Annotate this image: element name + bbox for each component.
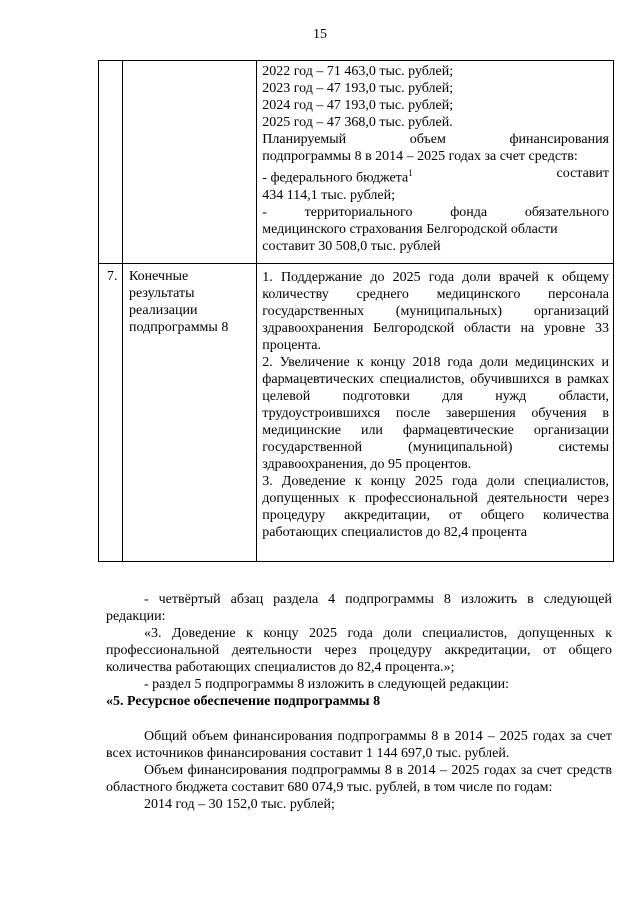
footnote-mark: 1 bbox=[408, 168, 413, 178]
financing-line-2024: 2024 год – 47 193,0 тыс. рублей; bbox=[262, 98, 454, 113]
table-row bbox=[99, 263, 614, 561]
row-name-cell bbox=[123, 61, 257, 264]
body-paragraph: Общий объем финансирования подпрограммы 8 в 2014 – 2025 годах за счет всех источников финансирования составит 1 144 697,0 тыс. рублей. bbox=[106, 729, 612, 761]
results-content-cell bbox=[257, 263, 614, 561]
federal-budget-amount: 434 114,1 тыс. рублей; bbox=[262, 187, 395, 203]
quoted-paragraph: «3. Доведение к концу 2025 года доли специалистов, допущенных к профессиональной деятельности через процедуру аккредитации, от общего количества работающих специалистов до 82,4 процента.»; bbox=[106, 626, 612, 675]
planned-financing-line-2: подпрограммы 8 в 2014 – 2025 годах за счет средств: bbox=[262, 149, 578, 164]
financing-line-2023: 2023 год – 47 193,0 тыс. рублей; bbox=[262, 81, 454, 96]
financing-line-2022: 2022 год – 71 463,0 тыс. рублей; bbox=[262, 64, 454, 79]
document-body bbox=[106, 591, 612, 813]
section-heading: «5. Ресурсное обеспечение подпрограммы 8 bbox=[106, 694, 381, 709]
row-name-line: реализации bbox=[129, 302, 198, 318]
instruction-paragraph: - четвёртый абзац раздела 4 подпрограммы 8 изложить в следующей редакции: bbox=[106, 592, 612, 624]
row-name-line: результаты bbox=[129, 285, 195, 301]
body-paragraph: 2014 год – 30 152,0 тыс. рублей; bbox=[144, 797, 335, 812]
instruction-paragraph: - раздел 5 подпрограммы 8 изложить в следующей редакции: bbox=[144, 677, 510, 692]
row-name-line: подпрограммы 8 bbox=[129, 319, 229, 335]
federal-budget-line bbox=[262, 165, 609, 187]
oms-fund-amount: составит 30 508,0 тыс. рублей bbox=[262, 238, 441, 254]
table-row bbox=[99, 61, 614, 264]
financing-line-2025: 2025 год – 47 368,0 тыс. рублей. bbox=[262, 115, 453, 130]
result-item-1: 1. Поддержание до 2025 года доли врачей к общему количеству среднего медицинского персонала государственных (муниципальных) организаций здравоохранения Белгородской области на уровне 33 процента. bbox=[262, 269, 609, 353]
row-name-cell bbox=[123, 263, 257, 561]
row-number-cell bbox=[99, 61, 123, 264]
result-item-2: 2. Увеличение к концу 2018 года доли медицинских и фармацевтических специалистов, обучившихся в рамках целевой подготовки для нужд области, трудоустроившихся после завершения обучения в медицинские или фармацевтические организации государственной (муниципальной) системы здравоохранения, до 95 процентов. bbox=[262, 354, 609, 472]
row-number-cell: 7. bbox=[99, 263, 123, 561]
financing-content-cell bbox=[257, 61, 614, 264]
result-item-3: 3. Доведение к концу 2025 года доли специалистов, допущенных к профессиональной деятельности через процедуру аккредитации, от общего количества работающих специалистов до 82,4 процента bbox=[262, 473, 609, 540]
row-name-line: Конечные bbox=[129, 268, 189, 284]
page-number: 15 bbox=[313, 27, 327, 42]
federal-budget-verb: составит bbox=[556, 166, 609, 181]
oms-fund-line-2: медицинского страхования Белгородской области bbox=[262, 221, 558, 237]
federal-budget-label: - федерального бюджета$^1$ bbox=[262, 168, 413, 186]
oms-fund-line: - территориального фонда обязательного bbox=[262, 204, 609, 220]
subprogram-passport-table bbox=[98, 60, 614, 562]
planned-financing-line: Планируемый объем финансирования bbox=[262, 132, 609, 147]
body-paragraph: Объем финансирования подпрограммы 8 в 2014 – 2025 годах за счет средств областного бюджета составит 680 074,9 тыс. рублей, в том числе по годам: bbox=[106, 763, 612, 795]
